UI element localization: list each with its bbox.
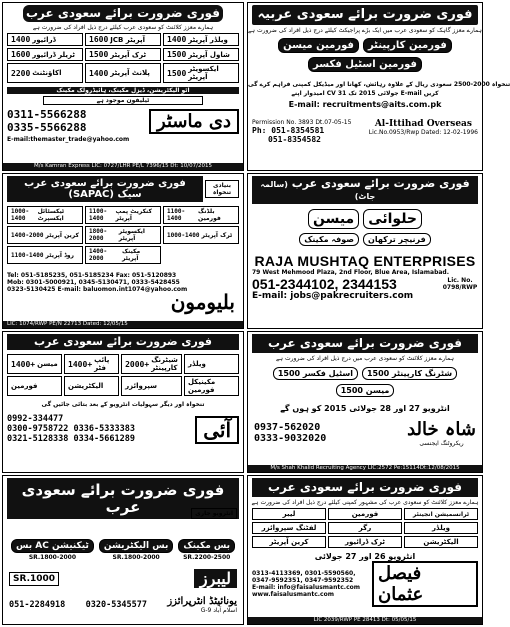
extra-jobs: آٹو الیکٹریشن، ڈیزل مکینک، ہائیڈرولک مکینک <box>7 87 239 94</box>
company-logo: آئی <box>195 416 239 444</box>
interview-date: انٹرویو 27 اور 28 جولائی 2015 کو ہوں گے <box>280 404 450 414</box>
job-cell: 1400 پلانٹ آپریٹر <box>85 63 161 83</box>
company-name: شاہ خالد <box>407 419 476 441</box>
job-cell: رگر <box>328 522 402 534</box>
job-cell: 1400 ڈرائیور <box>7 33 83 46</box>
extra-note: ٹیلیفون موجود ہے <box>43 96 203 105</box>
job-item: میسن <box>308 209 359 229</box>
email: E-mail:themaster_trade@yahoo.com <box>7 136 130 144</box>
job-cell: کرین آپریٹر <box>252 536 326 548</box>
job-cell: 1000-1400 ٹرک آپریٹر <box>163 226 239 244</box>
job-item: حلوائی <box>363 209 422 229</box>
job-grid <box>248 506 482 550</box>
ad-raja-mushtaq <box>247 173 483 329</box>
job-item: 1500 میسن <box>336 384 395 397</box>
job-list <box>248 366 482 398</box>
job-list <box>248 37 482 73</box>
license: Lic.No.0953/Rwp Dated: 12-02-1996 <box>368 129 478 137</box>
ad-title: فوری ضرورت برائے سعودی عرب <box>252 334 478 353</box>
job-cell: ویلڈر <box>404 522 478 534</box>
phone: 0992-334477 <box>7 414 64 425</box>
company-name: یونائیٹڈ انٹرپرائزز <box>167 596 237 607</box>
ad-sapac <box>2 173 244 329</box>
job-cell: 1100-1400 کنکریٹ پمپ آپریٹر <box>85 206 161 224</box>
job-cell: ویلڈر <box>184 354 239 374</box>
email: E-mail: recruitments@aits.com.pk <box>288 100 442 110</box>
phone: 051-2284918 <box>9 600 66 610</box>
company-name: RAJA MUSHTAQ ENTERPRISES <box>254 253 476 270</box>
address: 79 West Mehmood Plaza, 2nd Floor, Blue Area, Islamabad. <box>252 269 449 277</box>
job-item: 1500 شٹرنگ کارپینٹر <box>362 367 457 380</box>
job-cell: 2000+ شیٹرنگ کارپینٹر <box>121 354 182 374</box>
website: www.faisalusmantc.com <box>252 591 334 599</box>
job-list <box>3 533 243 561</box>
ad-shah-khalid <box>247 331 483 473</box>
job-cell: 1800-2000 ایکسویٹر آپریٹر <box>85 226 161 244</box>
salary-tag: بنیادی تنخواہ <box>205 180 239 198</box>
phone: Ph: 051-8354581 <box>252 126 325 136</box>
company-name: فیصل عثمان <box>372 561 478 607</box>
job-list <box>248 208 482 230</box>
address: G-9 اسلام آباد <box>200 607 237 614</box>
job-item: فورمین اسٹیل فکسر <box>308 57 422 72</box>
phone: 0336-5333383 <box>73 424 135 435</box>
ad-title: فوری ضرورت برائے سعودی عرب (سالمہ جاٹ) <box>252 176 478 204</box>
salary-line: تنخواہ 2000-2500 سعودی ریال کے علاوہ رہائش، کھانا اور میڈیکل کمپنی فراہم کرے گی <box>248 81 510 89</box>
job-item: 1500 اسٹیل فکسر <box>273 367 358 380</box>
phone: 0321-5128338 <box>7 434 69 445</box>
company-name: دی ماسٹر <box>149 109 239 134</box>
job-item: فرنیچر ترکھان <box>363 233 431 246</box>
phone: 0937-562020 <box>254 422 321 434</box>
license-footer: M/s Shah Khalid Recruiting Agency LIC:2572 Pe:15114Dt:12/08/2015 <box>248 465 482 472</box>
job-grid <box>3 352 243 398</box>
job-cell: 2200 اکاؤنٹنٹ <box>7 63 83 83</box>
phone: 0333-9032020 <box>254 433 327 445</box>
ad-title: فوری ضرورت برائے سعودی عرب (SAPAC) سیک <box>7 176 203 202</box>
job-list <box>248 232 482 247</box>
phone: 0311-5566288 <box>7 108 87 122</box>
job-cell: سپروائزر <box>121 376 182 396</box>
phone: 051-8354582 <box>268 135 321 145</box>
ad-subtitle: ہمارے معزز کلائنٹ کو سعودی عرب کی مشہور کمپنی کیلئے درج ذیل افراد کی ضرورت ہے <box>251 499 479 507</box>
job-cell: 1000-1400 ٹیکسٹائل ایکسپرٹ <box>7 206 83 224</box>
job-item: صوفہ مکینک <box>299 233 359 246</box>
company-name: بلیومون <box>170 290 235 314</box>
job-cell: 1500 شاول آپریٹر <box>163 48 239 61</box>
phone: 0320-5345577 <box>85 600 148 610</box>
job-cell: لفٹنگ سپروائزر <box>252 522 326 534</box>
job-cell: 1100-1400 روڈ آپریٹر <box>7 246 83 264</box>
job-cell: ٹرک ڈرائیور <box>328 536 402 548</box>
mobile: Mob: 0301-5000921, 0345-5130471, 0333-5428455 <box>7 279 180 286</box>
job-item: بس الیکٹریشن SR.1800-2000 <box>98 533 175 561</box>
phone: 0335-5566288 <box>7 121 87 135</box>
ad-title: فوری ضرورت برائے سعودی عربیہ <box>252 5 478 25</box>
ad-subtitle: ہمارے معزز کلائنٹ کو سعودی عرب میں درج ذیل افراد کی ضرورت ہے <box>276 355 454 363</box>
job-cell: 1400-2000 مکینک آپریٹر <box>85 246 161 264</box>
permission: Permission No. 3893 Dt.07-05-15 <box>252 119 352 127</box>
job-cell: 1100-1400 بلڈنگ فورمین <box>163 206 239 224</box>
license: Lic. No. 0798/RWP <box>442 277 478 292</box>
note: تنخواہ اور دیگر سہولیات انٹرویو کے بعد بتائی جائیں گی <box>41 401 205 409</box>
phone: 051-2344102, 2344153 <box>252 276 397 293</box>
job-cell: مکینیکل فورمین <box>184 376 239 396</box>
ad-saudi-operators <box>2 2 244 171</box>
license-footer: LIC 2039/RWP PE 28413 Dt: 05/05/15 <box>248 617 482 624</box>
job-cell: فورمین <box>7 376 62 396</box>
job-cell: ٹرانسمیشن انجینئر <box>404 508 478 520</box>
labour-salary: SR.1000 <box>9 572 59 586</box>
job-item: فورمین کارپینٹر <box>363 38 452 53</box>
phone: Tel: 051-5185235, 051-5185234 Fax: 051-5120893 <box>7 272 177 279</box>
cv-line: امیدوار اپنے CV 31 جولائی 2015 تک E-mail کریں <box>291 90 439 98</box>
job-cell: 1600 ٹریلر ڈرائیور <box>7 48 83 61</box>
ad-subtitle: ہمارے معزز گاہک کو سعودی عرب میں ایک بڑے پراجیکٹ کیلئے درج ذیل افراد کی ضرورت ہے <box>248 27 482 35</box>
license-footer: LIC: 1074/RWP PE/N 22713 Dated: 12/05/15 <box>3 321 243 328</box>
job-cell: 1600 JCB آپریٹر <box>85 33 161 46</box>
job-cell: 1400+ میسن <box>7 354 62 374</box>
email: E-mail: info@faisalusmantc.com <box>252 584 360 592</box>
ad-construction <box>2 331 244 473</box>
interview-tag: انٹرویو جاری <box>191 508 237 519</box>
job-grid <box>3 31 243 85</box>
ad-title: فوری ضرورت برائے سعودی عرب <box>7 334 239 350</box>
job-item: بس AC ٹیکنیشن SR.1800-2000 <box>10 533 95 561</box>
ad-title: فوری ضرورت برائے سعودی عرب <box>252 478 478 497</box>
job-grid <box>3 204 243 266</box>
agency-label: ریکروٹنگ ایجنسی <box>419 440 464 448</box>
phone: 0334-5661289 <box>73 434 135 445</box>
job-cell: 1500 ٹرک آپریٹر <box>85 48 161 61</box>
job-cell: لیبر <box>252 508 326 520</box>
interview-date: انٹرویو 26 اور 27 جولائی <box>314 552 416 562</box>
license-footer: M/s Kamran Express LIC: 0727/LHR PE/L 7396/15 Dt: 10/07/2015 <box>3 163 243 170</box>
job-cell: 1400+ پائپ فٹر <box>64 354 119 374</box>
ad-title: فوری ضرورت برائے سعودی عرب <box>7 478 239 519</box>
company-name: Al-Ittihad Overseas <box>374 119 472 130</box>
job-item: بس مکینک SR.2200-2500 <box>177 533 236 561</box>
email: E-mail: jobs@pakrecruiters.com <box>252 291 414 302</box>
mobile: 0323-5130425 E-mail: baluomon.int1074@yahoo.com <box>7 286 188 293</box>
ad-saudi-foreman <box>247 2 510 171</box>
job-cell: الیکٹریشن <box>64 376 119 396</box>
phone: 0313-4113369, 0301-5590560, 0347-9592351, 0347-9592352 <box>252 570 356 585</box>
job-cell: فورمین <box>328 508 402 520</box>
job-cell: 1400 ویلڈر آپریٹر <box>163 33 239 46</box>
job-cell: 1400-2000 کرین آپریٹر <box>7 226 83 244</box>
ad-faisal-usman <box>247 475 483 625</box>
labour-label: لیبرز <box>194 569 237 588</box>
job-cell: الیکٹریشن <box>404 536 478 548</box>
phone: 0300-9758722 <box>7 424 69 435</box>
ad-bus-jobs <box>2 475 244 625</box>
ad-title: فوری ضرورت برائے سعودی عرب <box>23 5 223 22</box>
job-item: فورمین میسن <box>278 38 359 53</box>
ad-subtitle: ہمارے معزز کلائنٹ کو سعودی عرب کیلئے درج ذیل افراد کی ضرورت ہے <box>32 24 214 32</box>
job-cell: 1500 ایکسویٹر آپریٹر <box>163 63 239 83</box>
